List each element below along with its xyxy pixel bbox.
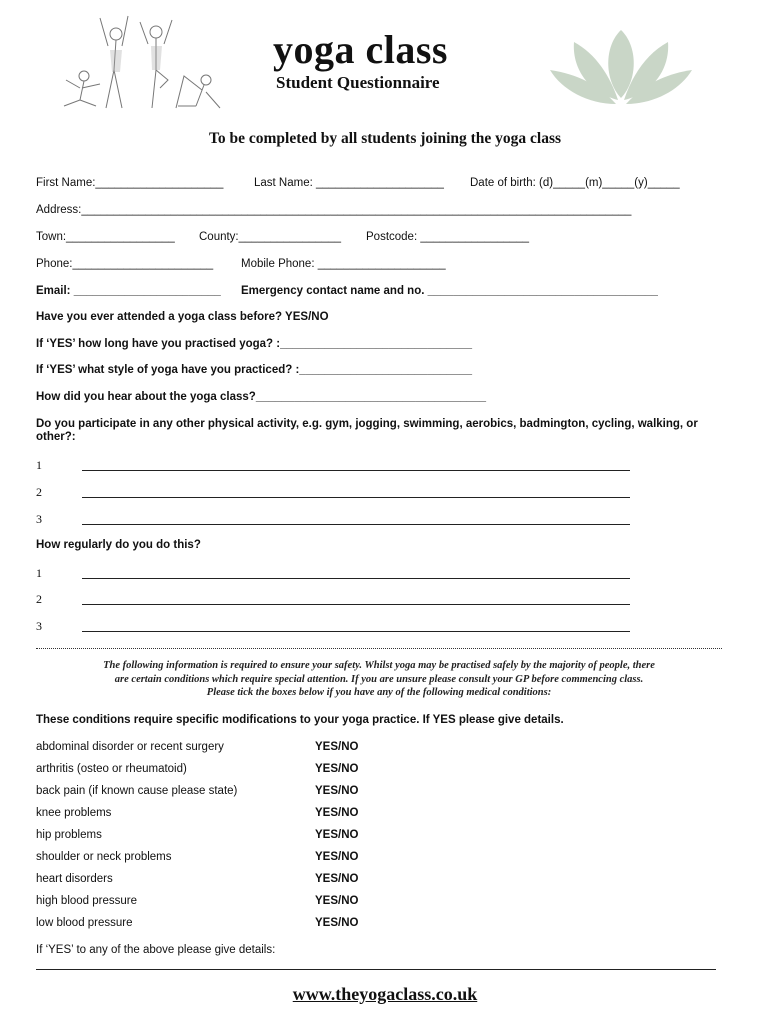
- page-title: yoga class: [273, 27, 448, 72]
- town-field[interactable]: Town:_________________: [36, 231, 175, 243]
- emergency-contact-field[interactable]: Emergency contact name and no. ____________________________________: [241, 285, 658, 297]
- activity-answer-line[interactable]: [82, 497, 630, 498]
- condition-label: shoulder or neck problems: [36, 851, 172, 863]
- address-field[interactable]: Address:______________________________________________________________________________________: [36, 204, 632, 216]
- question-how-regularly: How regularly do you do this?: [36, 539, 201, 551]
- condition-label: arthritis (osteo or rheumatoid): [36, 763, 187, 775]
- question-how-heard[interactable]: How did you hear about the yoga class?____________________________________: [36, 391, 487, 403]
- page-subtitle: Student Questionnaire: [276, 73, 440, 92]
- condition-label: abdominal disorder or recent surgery: [36, 741, 224, 753]
- activity-answer-line[interactable]: [82, 470, 630, 471]
- last-name-field[interactable]: Last Name: ____________________: [254, 177, 444, 189]
- condition-answer[interactable]: YES/NO: [315, 917, 359, 929]
- first-name-field[interactable]: First Name:____________________: [36, 177, 224, 189]
- question-style[interactable]: If ‘YES’ what style of yoga have you practiced? :___________________________: [36, 364, 472, 376]
- question-physical-activity: Do you participate in any other physical activity, e.g. gym, jogging, swimming, aerobics, badmington, cycling, walking, or other?:: [36, 418, 698, 443]
- question-how-long[interactable]: If ‘YES’ how long have you practised yoga? :______________________________: [36, 338, 472, 350]
- postcode-field[interactable]: Postcode: _________________: [366, 231, 530, 243]
- regularity-answer-line[interactable]: [82, 604, 630, 605]
- condition-label: knee problems: [36, 807, 112, 819]
- condition-label: heart disorders: [36, 873, 113, 885]
- activity-number: 2: [36, 485, 42, 499]
- condition-answer[interactable]: YES/NO: [315, 829, 359, 841]
- activity-number: 1: [36, 458, 42, 472]
- condition-label: hip problems: [36, 829, 102, 841]
- lotus-logo: [548, 26, 694, 108]
- activity-number: 3: [36, 512, 42, 526]
- activity-answer-line[interactable]: [82, 524, 630, 525]
- yoga-poses-illustration: [56, 10, 224, 112]
- condition-label: high blood pressure: [36, 895, 138, 907]
- safety-notice-line: The following information is required to ensure your safety. Whilst yoga may be practised safely by the majority of people, there: [103, 660, 655, 671]
- phone-field[interactable]: Phone:______________________: [36, 258, 214, 270]
- details-answer-line[interactable]: [36, 969, 716, 970]
- website-link[interactable]: www.theyogaclass.co.uk: [292, 984, 478, 1004]
- condition-answer[interactable]: YES/NO: [315, 851, 359, 863]
- county-field[interactable]: County:________________: [199, 231, 341, 243]
- regularity-answer-line[interactable]: [82, 631, 630, 632]
- condition-label: back pain (if known cause please state): [36, 785, 238, 797]
- condition-answer[interactable]: YES/NO: [315, 807, 359, 819]
- safety-notice-line: are certain conditions which require special attention. If you are unsure please consult your GP before commencing class.: [114, 673, 644, 685]
- condition-answer[interactable]: YES/NO: [315, 785, 359, 797]
- safety-notice: [36, 659, 722, 700]
- regularity-number: 2: [36, 592, 42, 606]
- condition-answer[interactable]: YES/NO: [315, 895, 359, 907]
- conditions-heading: These conditions require specific modifications to your yoga practice. If YES please give details.: [36, 714, 564, 726]
- date-of-birth-field[interactable]: Date of birth: (d)_____(m)_____(y)_____: [470, 177, 680, 189]
- condition-answer[interactable]: YES/NO: [315, 741, 359, 753]
- regularity-answer-line[interactable]: [82, 578, 630, 579]
- mobile-phone-field[interactable]: Mobile Phone: ____________________: [241, 258, 446, 270]
- form-heading: To be completed by all students joining the yoga class: [208, 130, 562, 147]
- condition-label: low blood pressure: [36, 917, 133, 929]
- condition-answer[interactable]: YES/NO: [315, 873, 359, 885]
- details-label: If ‘YES’ to any of the above please give details:: [36, 944, 276, 956]
- question-attended-before[interactable]: Have you ever attended a yoga class before? YES/NO: [36, 311, 329, 323]
- section-divider: [36, 648, 722, 649]
- condition-answer[interactable]: YES/NO: [315, 763, 359, 775]
- email-field[interactable]: Email: _______________________: [36, 285, 221, 297]
- regularity-number: 1: [36, 566, 42, 580]
- safety-notice-line: Please tick the boxes below if you have any of the following medical conditions:: [206, 687, 552, 698]
- regularity-number: 3: [36, 619, 42, 633]
